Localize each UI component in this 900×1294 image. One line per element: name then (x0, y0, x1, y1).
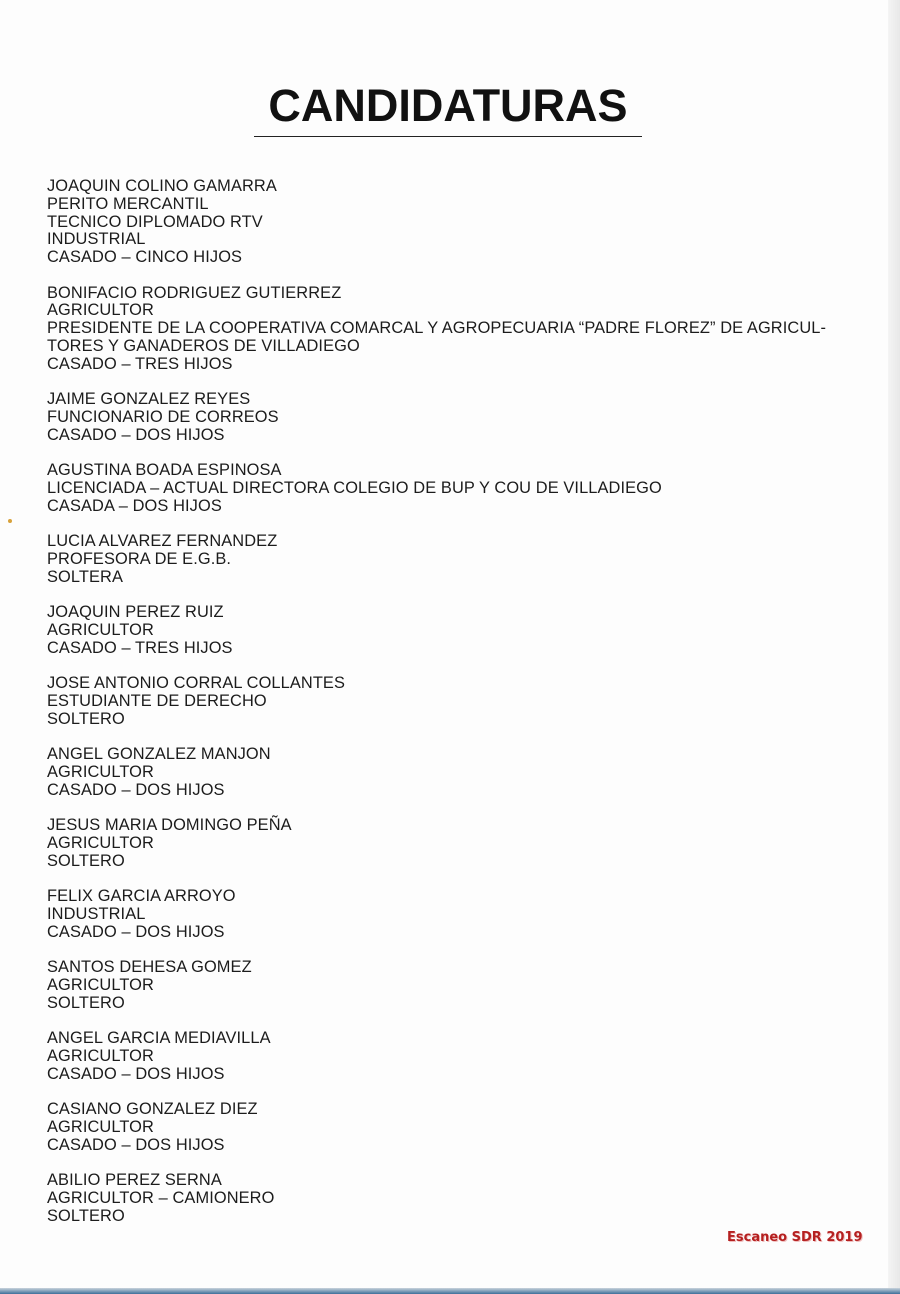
candidate-name: SANTOS DEHESA GOMEZ (47, 958, 252, 977)
candidate-detail: AGRICULTOR (47, 1046, 154, 1065)
candidate-name: JAIME GONZALEZ REYES (47, 390, 251, 409)
candidate-detail: SOLTERO (47, 993, 125, 1012)
candidate-name: JOAQUIN PEREZ RUIZ (47, 603, 224, 622)
candidate-name: LUCIA ALVAREZ FERNANDEZ (47, 532, 278, 551)
candidate-detail: AGRICULTOR (47, 301, 154, 320)
candidate-entry (47, 391, 857, 444)
candidate-detail: SOLTERO (47, 1206, 125, 1225)
candidate-name: BONIFACIO RODRIGUEZ GUTIERREZ (47, 283, 342, 302)
page-bottom-edge (0, 1288, 900, 1294)
candidate-name: ANGEL GONZALEZ MANJON (47, 745, 271, 764)
candidate-detail: TORES Y GANADEROS DE VILLADIEGO (47, 336, 360, 355)
candidate-name: FELIX GARCIA ARROYO (47, 887, 236, 906)
candidate-entry (47, 604, 857, 657)
candidate-name: CASIANO GONZALEZ DIEZ (47, 1100, 258, 1118)
candidate-list (47, 178, 857, 1243)
scan-watermark: Escaneo SDR 2019 (727, 1230, 863, 1245)
candidate-entry (47, 746, 857, 799)
candidate-detail: AGRICULTOR (47, 762, 154, 781)
candidate-detail: CASADO – CINCO HIJOS (47, 248, 243, 267)
candidate-name: JESUS MARIA DOMINGO PEÑA (47, 816, 292, 835)
candidate-detail: PROFESORA DE E.G.B. (47, 549, 232, 568)
candidate-detail: CASADO – DOS HIJOS (47, 1135, 225, 1154)
candidate-entry (47, 1172, 857, 1225)
candidate-detail: INDUSTRIAL (47, 230, 146, 249)
candidate-entry (47, 1101, 857, 1154)
candidate-name: AGUSTINA BOADA ESPINOSA (47, 461, 282, 480)
candidate-detail: AGRICULTOR (47, 975, 154, 994)
candidate-detail: TECNICO DIPLOMADO RTV (47, 212, 263, 231)
candidate-detail: INDUSTRIAL (47, 904, 146, 923)
candidate-entry (47, 675, 857, 728)
page-edge-shadow (888, 0, 900, 1294)
page-title: CANDIDATURAS (268, 80, 628, 131)
candidate-detail: CASADA – DOS HIJOS (47, 496, 222, 515)
candidate-detail: SOLTERO (47, 851, 125, 870)
candidate-entry (47, 462, 857, 515)
candidate-detail: AGRICULTOR (47, 1117, 154, 1136)
candidate-detail: PERITO MERCANTIL (47, 194, 209, 213)
candidate-detail: CASADO – DOS HIJOS (47, 1064, 225, 1083)
candidate-detail: CASADO – DOS HIJOS (47, 922, 225, 941)
candidate-detail: CASADO – TRES HIJOS (47, 354, 233, 373)
candidate-name: JOSE ANTONIO CORRAL COLLANTES (47, 674, 346, 693)
candidate-detail: LICENCIADA – ACTUAL DIRECTORA COLEGIO DE BUP Y COU DE VILLADIEGO (47, 478, 662, 497)
candidate-entry (47, 1030, 857, 1083)
title-underline (254, 136, 642, 137)
candidate-name: ABILIO PEREZ SERNA (47, 1170, 222, 1189)
candidate-detail: SOLTERO (47, 709, 125, 728)
candidate-entry (47, 888, 857, 941)
candidate-detail: AGRICULTOR (47, 620, 154, 639)
candidate-name: ANGEL GARCIA MEDIAVILLA (47, 1029, 271, 1048)
candidate-detail: AGRICULTOR – CAMIONERO (47, 1188, 275, 1207)
candidate-entry (47, 533, 857, 586)
candidate-entry (47, 817, 857, 870)
scan-speck (8, 519, 12, 523)
candidate-detail: CASADO – DOS HIJOS (47, 780, 225, 799)
candidate-entry (47, 959, 857, 1012)
candidate-entry (47, 285, 857, 374)
candidate-detail: ESTUDIANTE DE DERECHO (47, 691, 267, 710)
candidate-detail: PRESIDENTE DE LA COOPERATIVA COMARCAL Y AGROPECUARIA “PADRE FLOREZ” DE AGRICUL- (47, 319, 827, 338)
candidate-detail: SOLTERA (47, 567, 123, 586)
candidate-name: JOAQUIN COLINO GAMARRA (47, 177, 277, 195)
candidate-entry (47, 178, 857, 267)
candidate-detail: FUNCIONARIO DE CORREOS (47, 407, 279, 426)
candidate-detail: CASADO – DOS HIJOS (47, 425, 225, 444)
candidate-detail: CASADO – TRES HIJOS (47, 638, 233, 657)
candidate-detail: AGRICULTOR (47, 833, 154, 852)
